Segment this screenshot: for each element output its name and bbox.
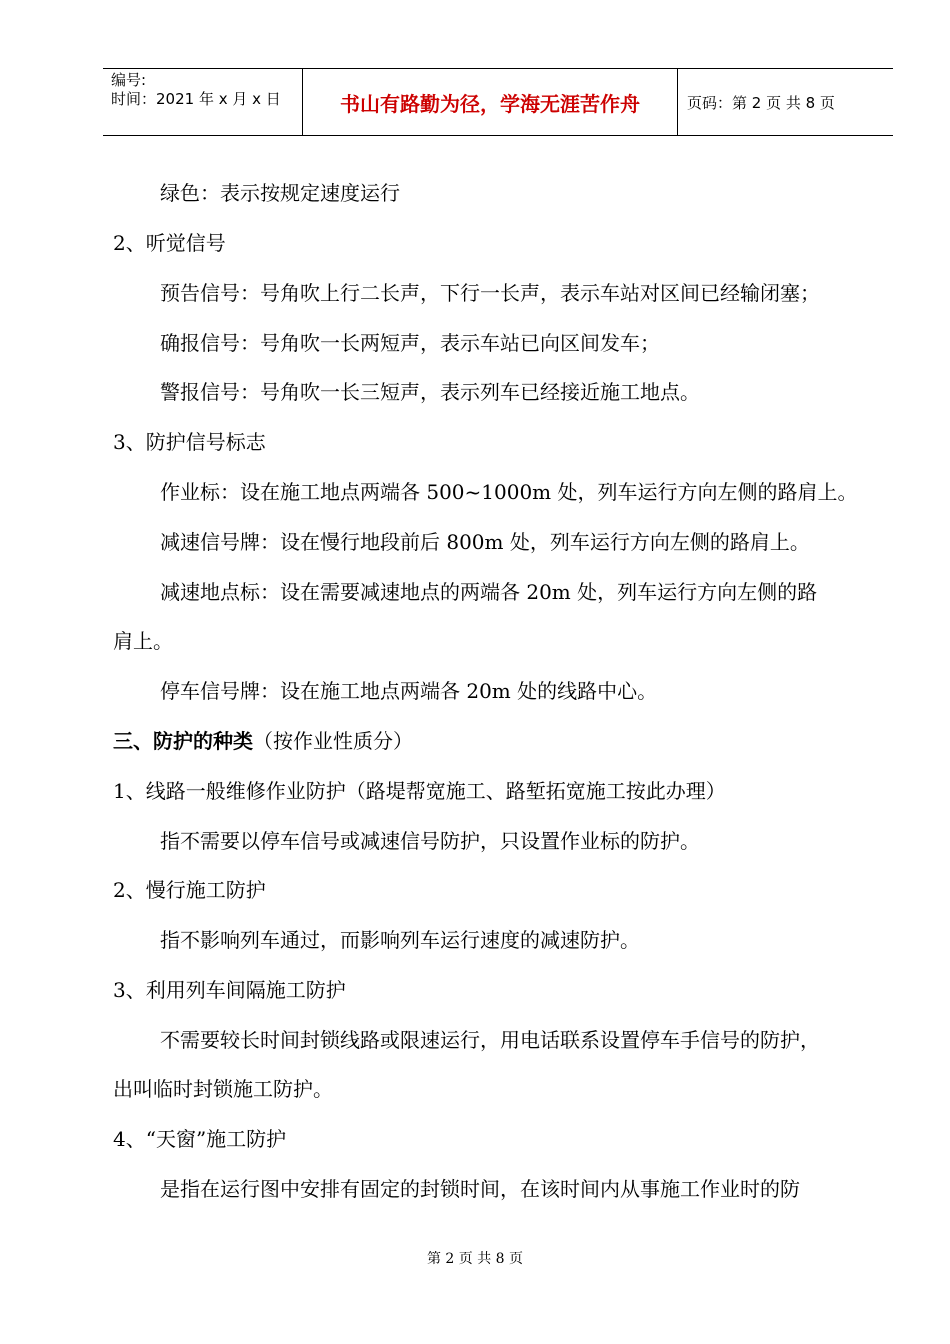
paragraph-line: 肩上。 [113, 629, 173, 653]
paragraph-line: 作业标：设在施工地点两端各 500~1000m 处，列车运行方向左侧的路肩上。 [160, 480, 858, 504]
document-header [103, 68, 893, 136]
section-heading: 4、“天窗”施工防护 [113, 1127, 287, 1151]
motto: 书山有路勤为径，学海无涯苦作舟 [303, 69, 678, 135]
paragraph-line: 确报信号：号角吹一长两短声，表示车站已向区间发车； [160, 331, 660, 355]
chapter-note: （按作业性质分） [253, 729, 413, 753]
paragraph-line: 绿色：表示按规定速度运行 [160, 181, 400, 205]
paragraph-line: 指不影响列车通过，而影响列车运行速度的减速防护。 [160, 928, 640, 952]
page-footer: 第 2 页 共 8 页 [426, 1251, 524, 1267]
header-left-cell [103, 69, 303, 135]
section-heading: 3、防护信号标志 [113, 430, 266, 454]
paragraph-line: 警报信号：号角吹一长三短声，表示列车已经接近施工地点。 [160, 380, 700, 404]
time-label: 时间：2021 年 x 月 x 日 [111, 90, 281, 108]
chapter-title: 三、防护的种类 [113, 729, 253, 753]
paragraph-line: 是指在运行图中安排有固定的封锁时间，在该时间内从事施工作业时的防 [160, 1177, 800, 1201]
page-code: 页码：第 2 页 共 8 页 [687, 93, 835, 112]
paragraph-line: 出叫临时封锁施工防护。 [113, 1077, 333, 1101]
section-heading: 2、听觉信号 [113, 231, 226, 255]
paragraph-line: 减速地点标：设在需要减速地点的两端各 20m 处，列车运行方向左侧的路 [160, 580, 818, 604]
paragraph-line: 不需要较长时间封锁线路或限速运行，用电话联系设置停车手信号的防护， [160, 1028, 820, 1052]
paragraph-line: 预告信号：号角吹上行二长声，下行一长声，表示车站对区间已经输闭塞； [160, 281, 820, 305]
paragraph-line: 减速信号牌：设在慢行地段前后 800m 处，列车运行方向左侧的路肩上。 [160, 530, 810, 554]
paragraph-line: 指不需要以停车信号或减速信号防护，只设置作业标的防护。 [160, 829, 700, 853]
section-heading: 2、慢行施工防护 [113, 878, 266, 902]
section-heading: 3、利用列车间隔施工防护 [113, 978, 346, 1002]
number-label: 编号: [111, 71, 147, 89]
chapter-heading [113, 728, 413, 754]
paragraph-line: 停车信号牌：设在施工地点两端各 20m 处的线路中心。 [160, 679, 658, 703]
section-heading: 1、线路一般维修作业防护（路堤帮宽施工、路堑拓宽施工按此办理） [113, 779, 726, 803]
